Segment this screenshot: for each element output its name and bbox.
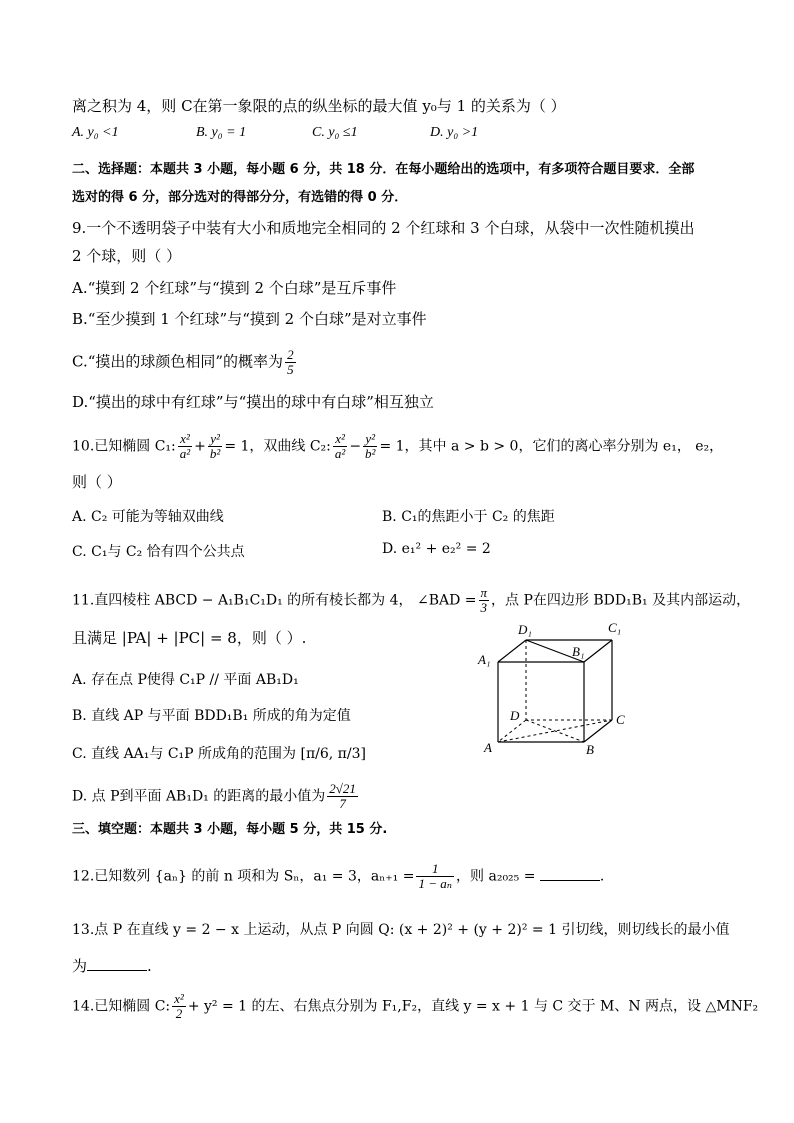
section3-header: 三、填空题：本题共 3 小题，每小题 5 分，共 15 分. (72, 822, 388, 837)
q14-post: + y² = 1 的左、右焦点分别为 F₁,F₂，直线 y = x + 1 与 C 交于 M、N 两点，设 △MNF₂ (187, 998, 759, 1015)
q10-ellipse-tail: = 1，双曲线 C₂: (224, 438, 331, 455)
q10-prefix: 10.已知椭圆 C₁: (72, 438, 176, 455)
q12-answer-blank[interactable] (540, 866, 600, 881)
fraction-denominator: b² (209, 446, 221, 461)
recurrence-fraction (416, 862, 454, 891)
q11-stem-line1 (72, 586, 750, 615)
hyperbola-y-term (363, 432, 377, 461)
fraction-denominator: b² (365, 446, 376, 461)
fraction-denominator: a² (179, 446, 191, 461)
q11-option-d (72, 782, 360, 811)
label-c1: C₁ (608, 620, 622, 635)
q13-stem-line1: 13.点 P 在直线 y = 2 − x 上运动，从点 P 向圆 Q: (x + 2)² + (y + 2)² = 1 引切线，则切线长的最小值 (72, 922, 730, 938)
q10-option-a: A. C₂ 可能为等轴双曲线 (72, 509, 224, 525)
label-b1: B₁ (572, 644, 585, 659)
fraction-denominator: 1 − aₙ (418, 876, 453, 891)
fraction-numerator: x² (174, 991, 184, 1006)
fraction-denominator: 2 (175, 1006, 183, 1021)
label-c: C (616, 712, 625, 727)
fraction-denominator: 5 (287, 362, 294, 377)
edge-da (498, 720, 526, 742)
q8-option-c: C. y₀ ≤1 (312, 125, 358, 140)
q11-stem-line2: 且满足 |PA| + |PC| = 8，则（ ）. (72, 629, 307, 647)
q13-line2-text: 为 (72, 957, 88, 975)
ellipse-y-term (208, 432, 222, 461)
q10-hyperbola-tail: = 1，其中 a > b > 0，它们的离心率分别为 e₁， e₂， (379, 438, 724, 455)
q12-stem: 12.已知数列 {aₙ} 的前 n 项和为 Sₙ，a₁ = 3，aₙ₊₁ = $\frac{1}{\text{1 − aₙ}}$ ，则 a₂₀₂₅ = . (72, 861, 605, 891)
q9-option-b: B.“至少摸到 1 个红球”与“摸到 2 个白球”是对立事件 (72, 310, 427, 328)
distance-fraction (327, 782, 358, 811)
label-a1: A₁ (478, 652, 491, 667)
q12-post: ，则 a₂₀₂₅ = (456, 868, 536, 885)
q10-stem-line2: 则（ ） (72, 473, 122, 491)
q8-option-a: A. y₀ <1 (72, 125, 119, 140)
hyperbola-x-term (333, 432, 347, 461)
fraction-denominator: 7 (339, 796, 346, 811)
q11-option-a: A. 存在点 P使得 C₁P // 平面 AB₁D₁ (72, 672, 299, 688)
fraction-numerator: π (480, 585, 488, 600)
prism-figure (474, 618, 634, 758)
label-a: A (484, 740, 492, 755)
ellipse-x-term (178, 432, 192, 461)
minus-sign: − (349, 438, 362, 455)
diagonal-db (526, 720, 584, 742)
ellipse-fraction (172, 992, 186, 1021)
q11-option-d-text: D. 点 P到平面 AB₁D₁ 的距离的最小值为 (72, 788, 326, 805)
q10-option-d: D. e₁² + e₂² = 2 (382, 541, 491, 557)
q13-stem-line2: 为 . (72, 957, 152, 975)
fraction-numerator: 2√21 (329, 781, 356, 796)
fraction-denominator: a² (334, 446, 346, 461)
q11-option-b: B. 直线 AP 与平面 BDD₁B₁ 所成的角为定值 (72, 708, 351, 724)
fraction-numerator: y² (208, 432, 222, 447)
q9-option-c (72, 348, 298, 377)
q10-stem-line1 (72, 432, 723, 461)
edge-bc (584, 720, 612, 742)
q14-pre: 14.已知椭圆 C: (72, 998, 171, 1015)
fraction-numerator: 1 (416, 862, 454, 877)
q10-option-c: C. C₁与 C₂ 恰有四个公共点 (72, 544, 245, 560)
fraction-numerator: x² (178, 432, 192, 447)
section2-header-line2: 选对的得 6 分，部分选对的得部分分，有选错的得 0 分． (72, 190, 408, 205)
fraction-numerator: 2 (287, 347, 294, 362)
q10-option-b: B. C₁的焦距小于 C₂ 的焦距 (382, 509, 555, 525)
q9-stem-line2: 2 个球，则（ ） (72, 247, 182, 265)
q14-stem (72, 992, 758, 1021)
fraction-denominator: 3 (480, 600, 488, 615)
edge-d1a1 (498, 640, 526, 662)
label-d: D (510, 708, 520, 723)
q12-pre: 12.已知数列 {aₙ} 的前 n 项和为 Sₙ，a₁ = 3，aₙ₊₁ = (72, 868, 415, 885)
q9-option-a: A.“摸到 2 个红球”与“摸到 2 个白球”是互斥事件 (72, 279, 397, 297)
q11-stem-a: 11.直四棱柱 ABCD − A₁B₁C₁D₁ 的所有棱长都为 4， ∠BAD = (72, 592, 477, 609)
edge-b1c1 (584, 640, 612, 662)
q9-option-c-fraction (285, 348, 296, 377)
q8-option-b: B. y₀ = 1 (196, 125, 247, 140)
q8-stem: 离之积为 4，则 C在第一象限的点的纵坐标的最大值 y₀与 1 的关系为（ ） (72, 97, 566, 115)
angle-fraction (479, 586, 490, 615)
fraction-numerator: x² (333, 432, 347, 447)
label-b: B (586, 742, 594, 757)
section2-header-line1: 二、选择题：本题共 3 小题，每小题 6 分，共 18 分．在每小题给出的选项中，有多项符合题目要求．全部 (72, 162, 695, 177)
q8-option-d: D. y₀ >1 (430, 125, 479, 140)
q9-stem-line1: 9.一个不透明袋子中装有大小和质地完全相同的 2 个红球和 3 个白球，从袋中一次性随机摸出 (72, 219, 695, 237)
q9-option-c-text: C.“摸出的球颜色相同”的概率为 (72, 352, 284, 371)
q11-option-c: C. 直线 AA₁与 C₁P 所成角的范围为 [π/6, π/3] (72, 746, 366, 762)
q13-answer-blank[interactable] (87, 956, 147, 971)
plus-sign: + (194, 438, 206, 455)
label-d1: D₁ (518, 622, 532, 637)
q9-option-d: D.“摸出的球中有红球”与“摸出的球中有白球”相互独立 (72, 393, 434, 411)
fraction-numerator: y² (363, 432, 377, 447)
q11-stem-b: ，点 P在四边形 BDD₁B₁ 及其内部运动， (491, 592, 751, 609)
